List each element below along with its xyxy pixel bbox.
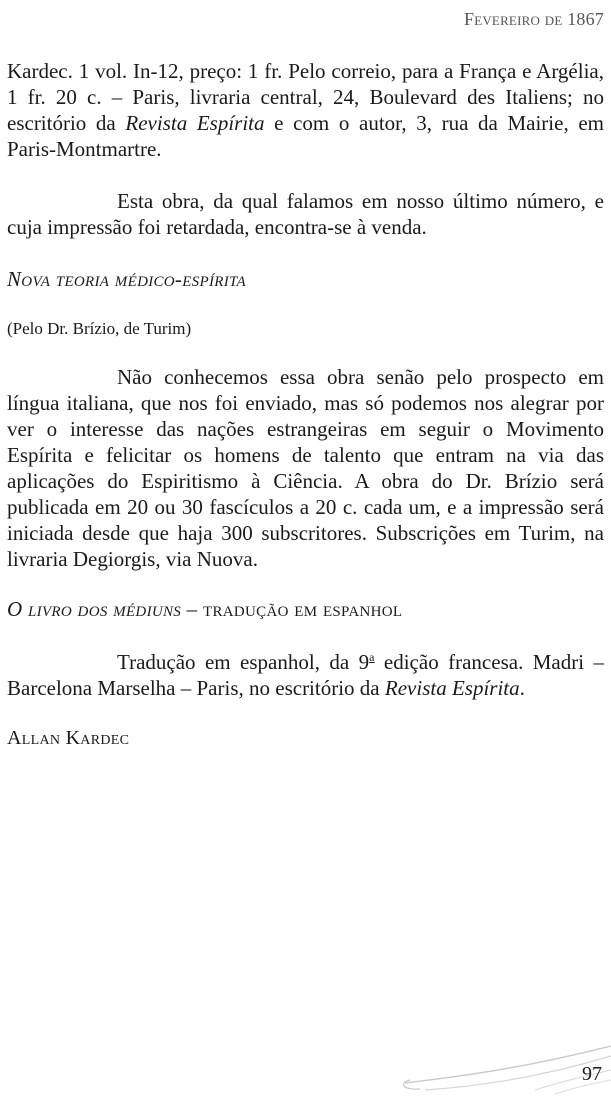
translation-body-paragraph — [7, 644, 604, 701]
journal-title: Revista Espírita — [125, 111, 265, 135]
theory-body-paragraph: Não conhecemos essa obra senão pelo prospecto em língua italiana, que nos foi enviado, mas só podemos nos alegrar por ver o interesse das nações estrangeiras em seguir o Movimento Espírita e felicitar os homens de talento que entram na via das aplicações do Espiritismo à Ciência. A obra do Dr. Brízio será publicada em 20 ou 30 fascículos a 20 c. cada um, e a impressão será iniciada desde que haja 300 subscritores. Subscrições em Turim, na livraria Degiorgis, via Nuova. — [7, 365, 604, 571]
heading-rest: – tradução em espanhol — [181, 597, 403, 621]
intro-paragraph — [7, 58, 604, 162]
section-heading-theory: Nova teoria médico-espírita — [7, 267, 246, 291]
section-heading-translation — [7, 596, 604, 622]
author-signature: Allan Kardec — [7, 727, 130, 749]
availability-paragraph: Esta obra, da qual falamos em nosso último número, e cuja impressão foi retardada, encontra-se à venda. — [7, 189, 604, 239]
decorative-swoosh — [395, 1040, 611, 1108]
page-content — [7, 58, 604, 751]
book-title: O livro dos médiuns — [7, 597, 182, 621]
translation-text-end: . — [519, 676, 525, 700]
intro-text: Kardec. 1 vol. In-12, preço: 1 fr. Pelo correio, para a França e Argélia, 1 fr. 20 c. – Paris, livraria central, 24, Boulevard des Italiens; no escritório da — [7, 59, 604, 135]
section-byline: (Pelo Dr. Brízio, de Turim) — [7, 319, 192, 338]
intro-tail: e com o autor, 3, rua da Mairie, em Paris-Montmartre. — [7, 111, 604, 161]
running-head: Fevereiro de 1867 — [463, 9, 604, 29]
translation-text-start: Tradução em espanhol, da 9 — [117, 650, 370, 674]
translation-text-mid: edição francesa. Madri – Barcelona Marselha – Paris, no escritório da — [7, 650, 604, 700]
page-number: 97 — [582, 1063, 602, 1085]
ordinal-superscript: a — [369, 650, 375, 664]
journal-title: Revista Espírita — [384, 676, 520, 700]
